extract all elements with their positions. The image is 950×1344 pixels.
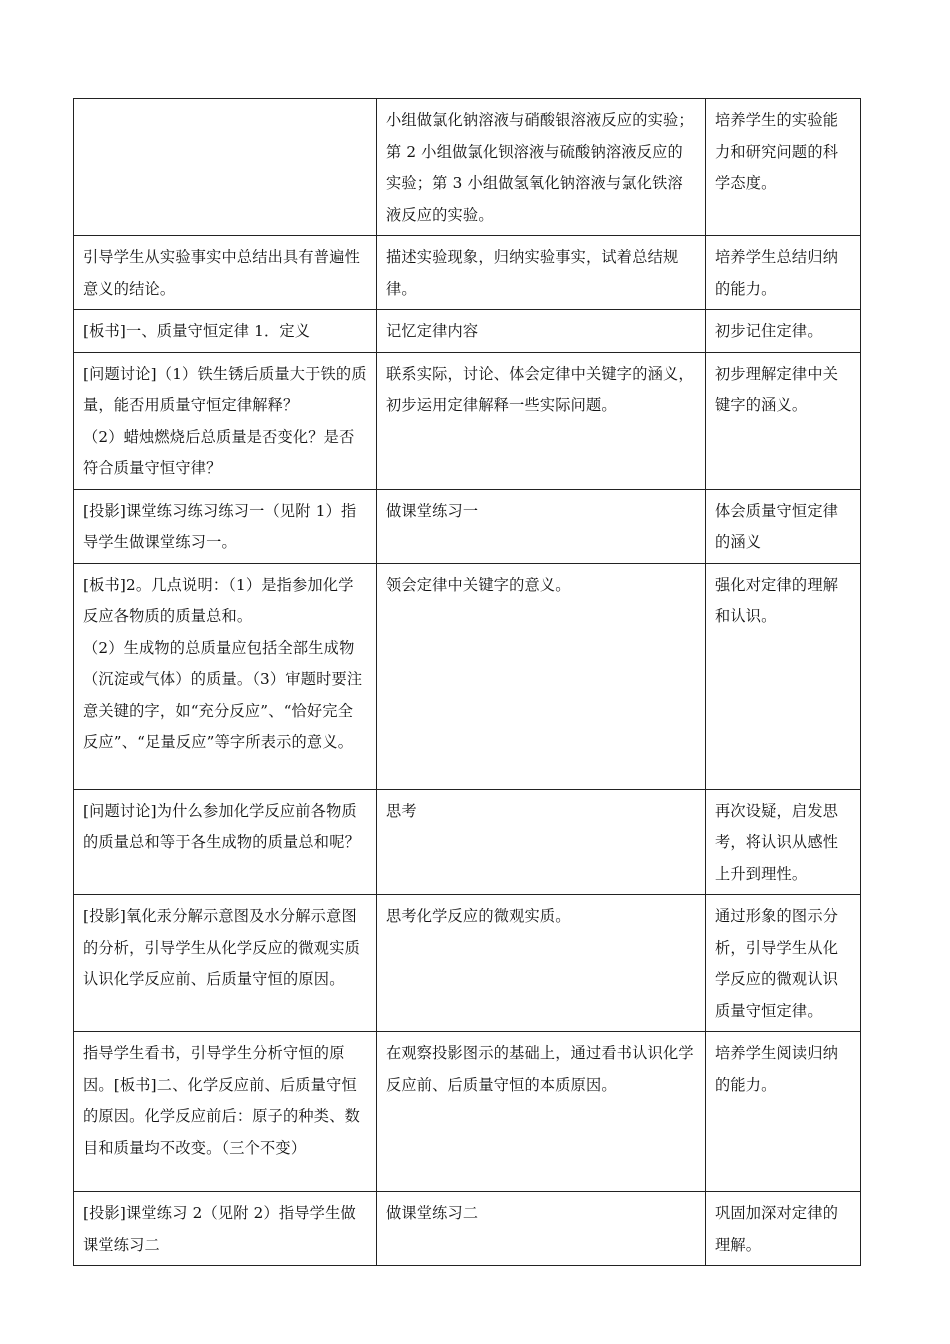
teacher-activity-cell — [74, 236, 377, 310]
student-activity-cell — [377, 489, 706, 563]
cell-paragraph: 初步理解定律中关键字的涵义。 — [715, 364, 839, 414]
teacher-activity-cell — [74, 489, 377, 563]
cell-paragraph: [板书]一、质量守恒定律 1．定义 — [83, 322, 311, 340]
table-row — [74, 352, 861, 489]
teacher-activity-cell — [74, 1032, 377, 1192]
design-purpose-cell — [706, 489, 861, 563]
teacher-activity-cell — [74, 1192, 377, 1266]
student-activity-cell — [377, 99, 706, 236]
design-purpose-cell — [706, 895, 861, 1032]
student-activity-cell — [377, 563, 706, 789]
cell-paragraph: 强化对定律的理解和认识。 — [715, 575, 839, 625]
cell-paragraph: 再次设疑，启发思考，将认识从感性上升到理性。 — [715, 801, 839, 883]
cell-paragraph: [问题讨论]为什么参加化学反应前各物质的质量总和等于各生成物的质量总和呢？ — [83, 801, 360, 851]
table-row — [74, 310, 861, 353]
cell-paragraph: [问题讨论]（1）铁生锈后质量大于铁的质量，能否用质量守恒定律解释？ — [83, 364, 367, 414]
cell-paragraph: 引导学生从实验事实中总结出具有普遍性意义的结论。 — [83, 248, 360, 298]
table-row — [74, 789, 861, 895]
table-row — [74, 236, 861, 310]
cell-paragraph: 在观察投影图示的基础上，通过看书认识化学反应前、后质量守恒的本质原因。 — [386, 1044, 694, 1094]
teacher-activity-cell — [74, 310, 377, 353]
cell-paragraph: 通过形象的图示分析，引导学生从化学反应的微观认识质量守恒定律。 — [715, 907, 839, 1020]
cell-paragraph: [投影]氧化汞分解示意图及水分解示意图的分析，引导学生从化学反应的微观实质认识化学反应前、后质量守恒的原因。 — [83, 907, 360, 988]
table-body — [74, 99, 861, 1266]
table-row — [74, 895, 861, 1032]
lesson-plan-table — [73, 98, 861, 1266]
student-activity-cell — [377, 352, 706, 489]
teacher-activity-cell — [74, 99, 377, 236]
table-row — [74, 489, 861, 563]
design-purpose-cell — [706, 236, 861, 310]
design-purpose-cell — [706, 1032, 861, 1192]
cell-paragraph: 做课堂练习一 — [386, 501, 479, 520]
table-row — [74, 99, 861, 236]
student-activity-cell — [377, 789, 706, 895]
cell-paragraph: 小组做氯化钠溶液与硝酸银溶液反应的实验；第 2 小组做氯化钡溶液与硫酸钠溶液反应的实验；第 3 小组做氢氧化钠溶液与氯化铁溶液反应的实验。 — [386, 111, 694, 224]
design-purpose-cell — [706, 352, 861, 489]
table-row — [74, 563, 861, 789]
cell-paragraph: 联系实际，讨论、体会定律中关键字的涵义，初步运用定律解释一些实际问题。 — [386, 364, 694, 414]
lesson-plan-page — [73, 98, 860, 1266]
table-row — [74, 1032, 861, 1192]
cell-paragraph: 思考化学反应的微观实质。 — [386, 907, 571, 925]
cell-paragraph: 培养学生的实验能力和研究问题的科学态度。 — [715, 111, 839, 192]
student-activity-cell — [377, 895, 706, 1032]
cell-paragraph: 巩固加深对定律的理解。 — [715, 1204, 839, 1254]
student-activity-cell — [377, 236, 706, 310]
cell-paragraph: 培养学生总结归纳的能力。 — [715, 248, 839, 298]
table-row — [74, 1192, 861, 1266]
design-purpose-cell — [706, 563, 861, 789]
design-purpose-cell — [706, 1192, 861, 1266]
student-activity-cell — [377, 1032, 706, 1192]
cell-paragraph: （2）蜡烛燃烧后总质量是否变化？是否符合质量守恒守律？ — [83, 427, 355, 477]
cell-paragraph: [投影]课堂练习练习练习一（见附 1）指导学生做课堂练习一。 — [83, 501, 357, 551]
cell-paragraph: 指导学生看书，引导学生分析守恒的原因。[板书]二、化学反应前、后质量守恒的原因。化学反应前后：原子的种类、数目和质量均不改变。（三个不变） — [83, 1044, 360, 1157]
cell-paragraph: 培养学生阅读归纳的能力。 — [715, 1044, 839, 1094]
teacher-activity-cell — [74, 789, 377, 895]
cell-paragraph: （2）生成物的总质量应包括全部生成物（沉淀或气体）的质量。（3）审题时要注意关键的字，如“充分反应”、“恰好完全反应”、“足量反应”等字所表示的意义。 — [83, 638, 363, 751]
cell-paragraph: 初步记住定律。 — [715, 322, 823, 340]
cell-paragraph: [投影]课堂练习 2（见附 2）指导学生做课堂练习二 — [83, 1204, 356, 1254]
cell-paragraph: 体会质量守恒定律的涵义 — [715, 501, 839, 551]
teacher-activity-cell — [74, 563, 377, 789]
cell-paragraph: 描述实验现象，归纳实验事实，试着总结规律。 — [386, 248, 679, 298]
student-activity-cell — [377, 1192, 706, 1266]
student-activity-cell — [377, 310, 706, 353]
teacher-activity-cell — [74, 895, 377, 1032]
design-purpose-cell — [706, 310, 861, 353]
cell-paragraph: 做课堂练习二 — [386, 1204, 479, 1222]
cell-paragraph: 领会定律中关键字的意义。 — [386, 575, 571, 594]
cell-paragraph: 记忆定律内容 — [386, 322, 479, 340]
cell-paragraph: 思考 — [386, 801, 417, 820]
design-purpose-cell — [706, 99, 861, 236]
cell-paragraph: [板书]2。几点说明：（1）是指参加化学反应各物质的质量总和。 — [83, 575, 354, 625]
teacher-activity-cell — [74, 352, 377, 489]
design-purpose-cell — [706, 789, 861, 895]
